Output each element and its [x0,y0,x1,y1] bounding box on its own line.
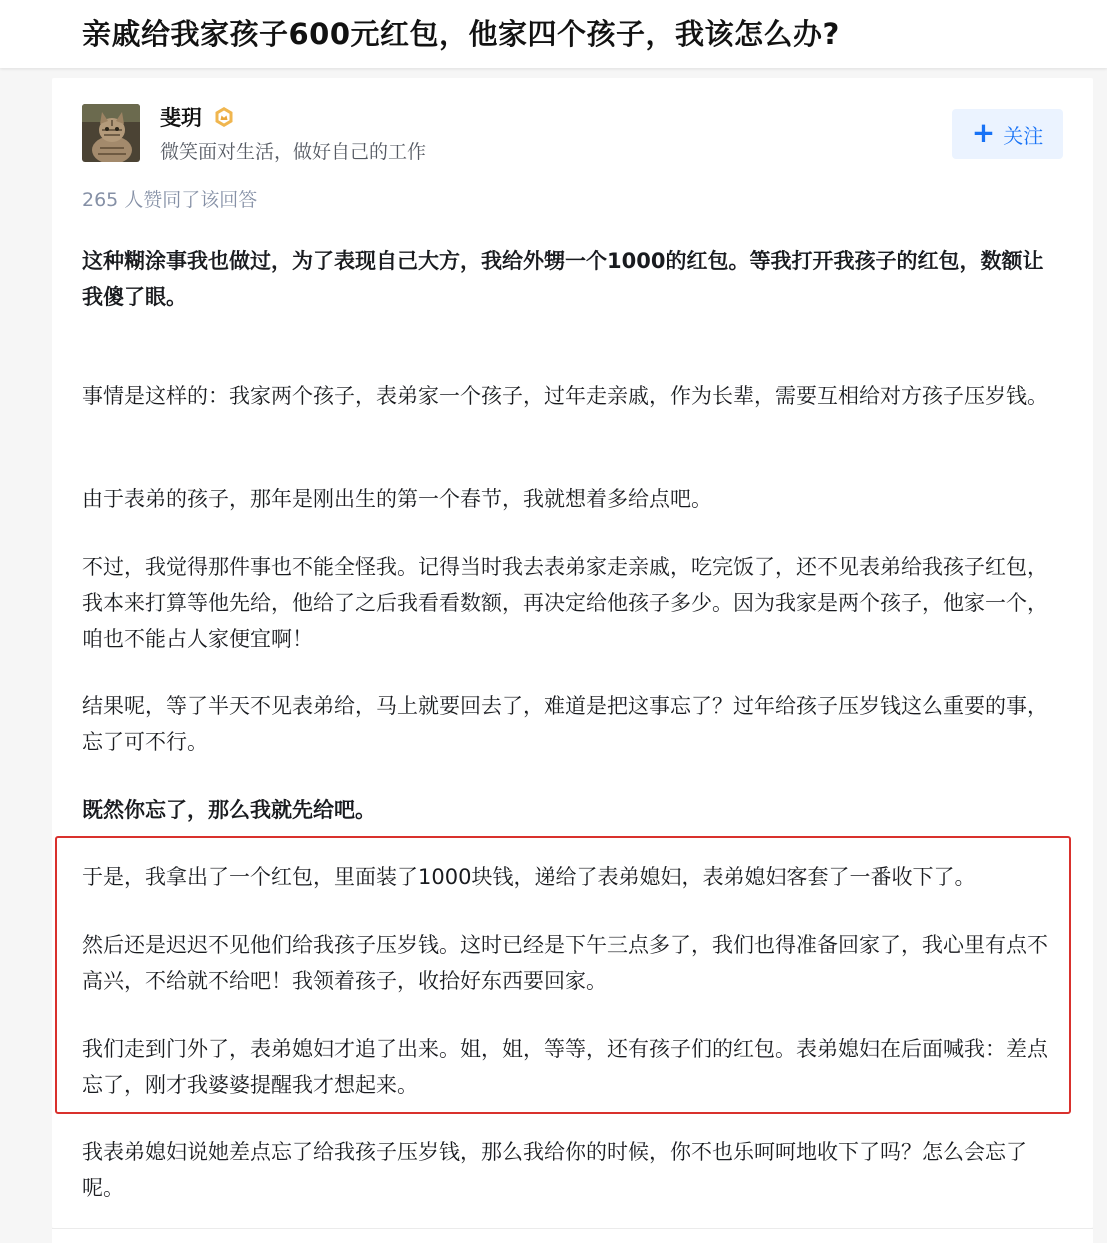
answer-paragraph: 由于表弟的孩子，那年是刚出生的第一个春节，我就想着多给点吧。 [82,487,712,511]
answer-paragraph: 我们走到门外了，表弟媳妇才追了出来。姐，姐，等等，还有孩子们的红包。表弟媳妇在后面喊我：差点忘了，刚才我婆婆提醒我才想起来。 [82,1037,1048,1097]
follow-label: 关注 [1003,123,1044,148]
author-bio: 微笑面对生活，做好自己的工作 [160,141,427,163]
badge-icon[interactable] [213,106,235,128]
author-avatar[interactable] [82,104,140,162]
answer-paragraph: 既然你忘了，那么我就先给吧。 [82,798,376,822]
answer-paragraph: 然后还是迟迟不见他们给我孩子压岁钱。这时已经是下午三点多了，我们也得准备回家了，我心里有点不高兴，不给就不给吧！我领着孩子，收拾好东西要回家。 [82,933,1048,993]
answer-actions-bar [52,1228,1093,1243]
answer-paragraph: 这种糊涂事我也做过，为了表现自己大方，我给外甥一个1000的红包。等我打开我孩子的红包，数额让我傻了眼。 [82,249,1044,309]
vote-summary: 265 人赞同了该回答 [82,189,258,211]
answer-paragraph: 我表弟媳妇说她差点忘了给我孩子压岁钱，那么我给你的时候，你不也乐呵呵地收下了吗？怎么会忘了呢。 [82,1140,1027,1200]
author-name[interactable]: 斐玥 [160,106,202,130]
question-title[interactable]: 亲戚给我家孩子600元红包，他家四个孩子，我该怎么办? [82,17,840,51]
answer-paragraph: 结果呢，等了半天不见表弟给，马上就要回去了，难道是把这事忘了？过年给孩子压岁钱这么重要的事，忘了可不行。 [82,694,1048,754]
answer-paragraph: 于是，我拿出了一个红包，里面装了1000块钱，递给了表弟媳妇，表弟媳妇客套了一番收下了。 [82,865,976,889]
plus-icon: + [971,115,996,149]
follow-button[interactable] [952,109,1063,159]
question-header [0,0,1107,68]
cat-avatar-image [82,104,140,162]
answer-paragraph: 不过，我觉得那件事也不能全怪我。记得当时我去表弟家走亲戚，吃完饭了，还不见表弟给我孩子红包，我本来打算等他先给，他给了之后我看看数额，再决定给他孩子多少。因为我家是两个孩子，他家一个，咱也不能占人家便宜啊！ [82,555,1048,651]
answer-paragraph: 事情是这样的：我家两个孩子，表弟家一个孩子，过年走亲戚，作为长辈，需要互相给对方孩子压岁钱。 [82,384,1048,408]
